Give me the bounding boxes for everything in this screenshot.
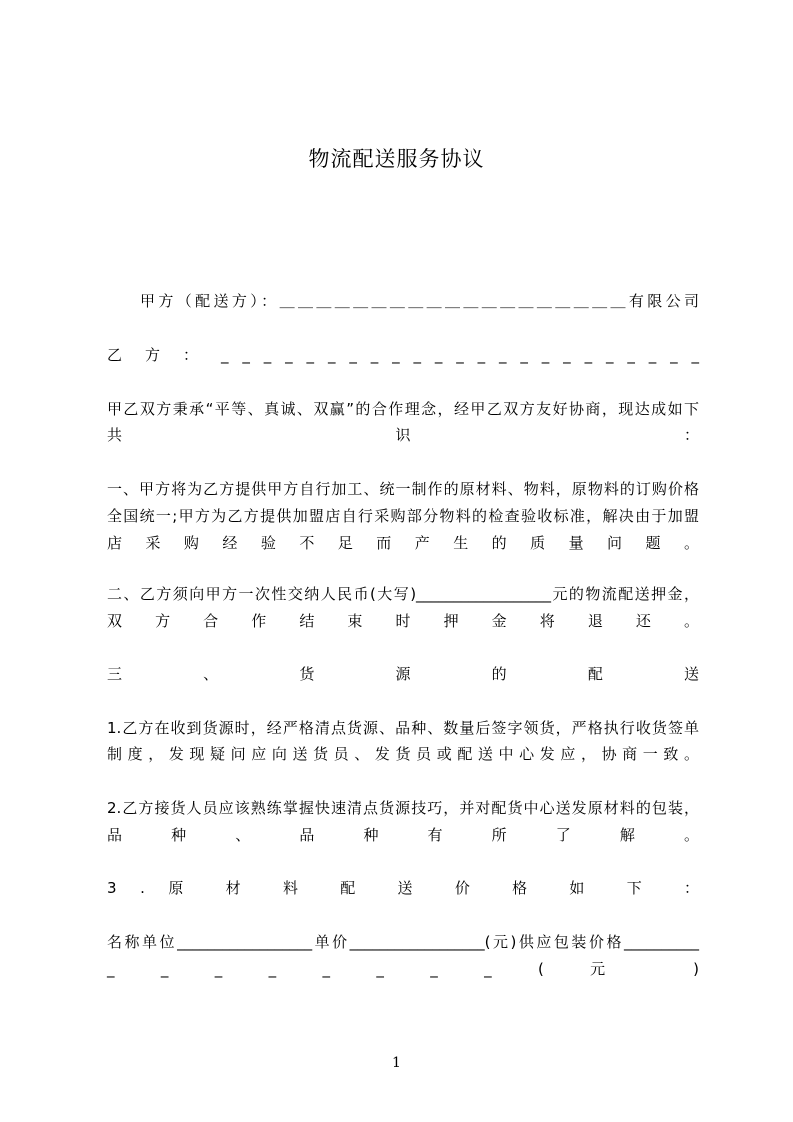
price-line-2: _ _ _ _ _ _ _ _ ( 元 ) <box>107 960 699 978</box>
clause-3-heading: 三 、 货 源 的 配 送 <box>107 665 699 683</box>
preamble-line-1: 甲乙双方秉承“平等、真诚、双赢”的合作理念，经甲乙双方友好协商，现达成如下 <box>107 400 699 418</box>
page-title: 物流配送服务协议 <box>308 147 485 171</box>
item-2-line-2: 品 种 、 品 种 有 所 了 解 。 <box>107 826 699 844</box>
party-a-line: 甲方（配送方）：＿＿＿＿＿＿＿＿＿＿＿＿＿＿＿＿＿＿＿有限公司 <box>140 292 699 310</box>
item-1-line-2: 制 度 ， 发 现 疑 问 应 向 送 货 员 、 发 货 员 或 配 送 中 心 发 应 ， 协 商 一 致 。 <box>107 745 699 763</box>
clause-2-line-1: 二、乙方须向甲方一次性交纳人民币(大写)__________________元的物流配送押金， <box>107 585 699 603</box>
party-b-line: 乙 方 ： _ _ _ _ _ _ _ _ _ _ _ _ _ _ _ _ _ _ _ _ _ _ _ <box>107 346 699 364</box>
page-number: 1 <box>392 1055 401 1071</box>
item-1-line-1: 1.乙方在收到货源时，经严格清点货源、品种、数量后签字领货，严格执行收货签单 <box>107 719 699 737</box>
item-2-line-1: 2.乙方接货人员应该熟练掌握快速清点货源技巧，并对配货中心送发原材料的包装， <box>107 799 699 817</box>
item-3-heading: 3 . 原 材 料 配 送 价 格 如 下 ： <box>107 879 699 897</box>
clause-1-line-2: 全国统一;甲方为乙方提供加盟店自行采购部分物料的检查验收标准，解决由于加盟 <box>107 507 699 525</box>
preamble-line-2: 共 识 ： <box>107 426 699 444</box>
clause-1-line-3: 店 采 购 经 验 不 足 而 产 生 的 质 量 问 题 。 <box>107 534 699 552</box>
price-line-1: 名称单位__________________单价__________________(元)供应包装价格__________ <box>107 933 699 951</box>
clause-2-line-2: 双 方 合 作 结 束 时 押 金 将 退 还 。 <box>107 612 699 630</box>
clause-1-line-1: 一、甲方将为乙方提供甲方自行加工、统一制作的原材料、物料，原物料的订购价格 <box>107 480 699 498</box>
